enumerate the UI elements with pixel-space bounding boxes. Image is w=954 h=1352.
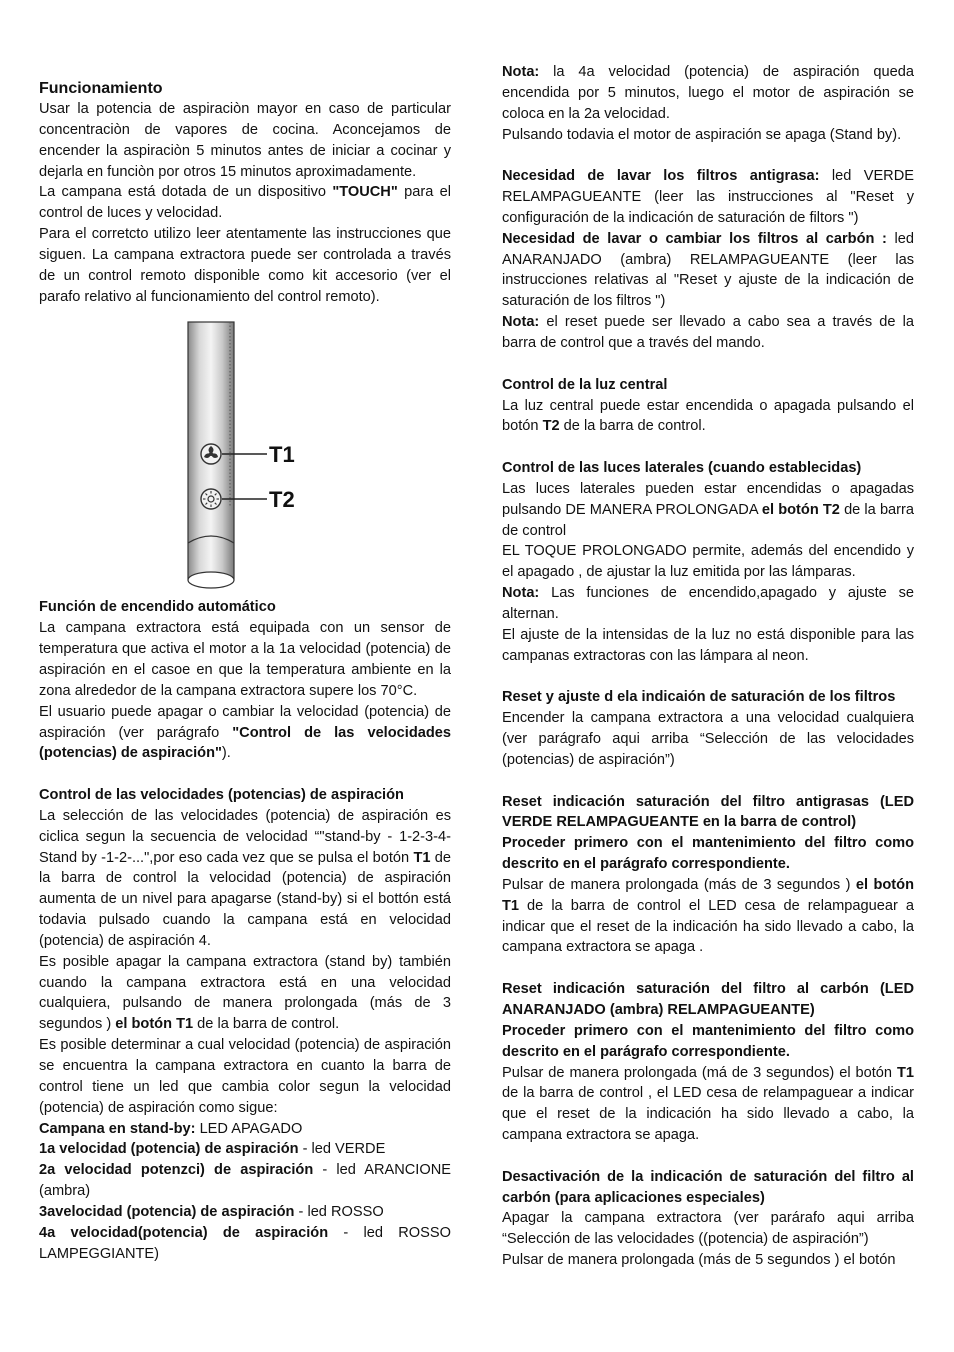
speeds-button-ref-2: el botón T1 xyxy=(115,1016,194,1033)
central-light-text-end: de la barra de control. xyxy=(559,418,706,435)
reset-carbon-heading: Reset indicación saturación del filtro al carbón (LED ANARANJADO (ambra) RELAMPAGUEANTE) xyxy=(502,981,914,1018)
lateral-lights-heading: Control de las luces laterales (cuando establecidas) xyxy=(502,460,862,477)
auto-paragraph-2 xyxy=(39,702,451,765)
lateral-lights-button-ref: el botón T2 xyxy=(761,501,840,518)
reset-grease-heading: Reset indicación saturación del filtro antigrasas (LED VERDE RELAMPAGUEANTE en la barra de control) xyxy=(502,793,914,831)
grease-filter-label: Necesidad de lavar los filtros antigrasa: xyxy=(502,168,820,185)
touch-text: La campana está dotada de un dispositivo xyxy=(39,184,333,201)
left-column xyxy=(39,78,451,1264)
reset-heading: Reset y ajuste d ela indicaión de saturación de los filtros xyxy=(502,689,896,706)
nota-label: Nota: xyxy=(502,585,540,602)
grease-filter-text: led VERDE RELAMPAGUEANTE (leer las instrucciones al "Reset y configuración de la indicación de saturación de filtors ") xyxy=(502,168,914,226)
speed-state-standby xyxy=(39,1119,451,1140)
speeds-text-2-end: de la barra de control. xyxy=(193,1016,340,1033)
reset-grease-button-ref: el botón T1 xyxy=(502,876,914,914)
control-bar-illustration xyxy=(39,307,451,597)
nota-label: Nota: xyxy=(502,314,540,331)
speed-state-1 xyxy=(39,1139,451,1160)
intro-paragraph: Usar la potencia de aspiraciòn mayor en caso de particular concentraciòn de vapores de cocina. Aconcejamos de encender la aspiraciòn 5 minutos antes de iniciar a cocinar y dejarla en funciòn por otros 15 minutos aproximadamente. xyxy=(39,101,451,180)
auto-text-end: ). xyxy=(221,745,231,762)
grease-filter-paragraph xyxy=(502,166,914,229)
speeds-text-2: Es posible apagar la campana extractora (stand by) también cuando la campana extractora está en una velocidad cualquiera, pulsando de manera prolongada (más de 3 segundos ) xyxy=(39,953,451,1033)
central-light-heading: Control de la luz central xyxy=(502,376,668,393)
touch-paragraph xyxy=(39,182,451,224)
touch-text-end: para el control de luces y velocidad. xyxy=(39,184,451,222)
speed-state-value: - led ROSSO LAMPEGGIANTE) xyxy=(39,1224,451,1262)
speeds-paragraph-2 xyxy=(39,952,451,1035)
nota-label: Nota: xyxy=(502,64,540,80)
auto-reference: "Control de las velocidades (potencias) de aspiración" xyxy=(39,724,451,762)
speeds-text-end: de la barra de control la velocidad (potencia) de aspiración aumenta de un nivel para apagarse (stand-by) si el bottón está todavia pulsado cuando la campana está en velocidad (potencia) de aspiración 4. xyxy=(39,849,451,949)
reset-grease-bold-paragraph: Proceder primero con el mantenimiento del filtro como descrito en el parágrafo correspondiente. xyxy=(502,835,914,873)
auto-text: El usuario puede apagar o cambiar la velocidad (potencia) de aspiración (ver parágrafo xyxy=(39,703,451,741)
carbon-filter-label: Necesidad de lavar o cambiar los filtros al carbón : xyxy=(502,230,887,247)
lateral-lights-text-end: de la barra de control xyxy=(502,501,915,539)
lateral-lights-paragraph-1 xyxy=(502,479,914,542)
carbon-filter-text: led ANARANJADO (ambra) RELAMPAGUEANTE (leer las instrucciones relativas al "Reset y ajuste de la indicación de saturación de los filtros ") xyxy=(502,230,915,310)
lateral-lights-nota xyxy=(502,583,914,625)
fan-icon xyxy=(201,444,221,464)
reset-carbon-paragraph xyxy=(502,1063,914,1146)
carbon-filter-paragraph xyxy=(502,229,914,312)
right-column xyxy=(502,62,914,1271)
central-light-text: La luz central puede estar encendida o apagada pulsando el botón xyxy=(502,397,914,435)
speed-state-2 xyxy=(39,1160,451,1202)
speed-state-value: - led VERDE xyxy=(298,1141,386,1158)
reset-grease-text-end: de la barra de control el LED cesa de relampaguear a indicar que el reset de la indicación ha sido llevado a cabo, la campana extractora se apaga . xyxy=(502,897,914,956)
lateral-lights-paragraph-3: El ajuste de la intensidas de la luz no está disponible para las campanas extractoras con las lámpara al neon. xyxy=(502,626,914,664)
reset-carbon-text: Pulsar de manera prolongada (má de 3 segundos) el botón xyxy=(502,1064,897,1081)
light-icon xyxy=(201,489,221,509)
nota-speed-4 xyxy=(502,62,914,125)
nota-text: la 4a velocidad (potencia) de aspiración queda encendida por 5 minutos, luego el motor de aspiración se coloca en la 2a velocidad. xyxy=(502,64,914,122)
nota-text: Las funciones de encendido,apagado y ajuste se alternan. xyxy=(502,585,914,622)
nota-speed-4-line2: Pulsando todavia el motor de aspiración se apaga (Stand by). xyxy=(502,126,902,143)
speed-state-value: - led ROSSO xyxy=(294,1203,384,1220)
nota-text: el reset puede ser llevado a cabo sea a través de la barra de control que a través del mando. xyxy=(502,314,914,351)
speeds-paragraph-3: Es posible determinar a cual velocidad (potencia) de aspiración se encuentra la campana extractora en cuanto la barra de control tiene un led que cambia color segun la velocidad (potencia) de aspiración como sigue: xyxy=(39,1037,451,1116)
auto-paragraph: La campana extractora está equipada con un sensor de temperatura que activa el motor a la 1a velocidad (potencia) de aspiración en el casoe en que la temperatura ambiente en la zona alrededor de la campana extractora supere los 70°C. xyxy=(39,620,451,699)
speeds-heading: Control de las velocidades (potencias) de aspiración xyxy=(39,787,404,804)
instructions-paragraph: Para el corretcto utilizo leer atentamente las instrucciones que siguen. La campana extractora puede ser controlada a través de un control remoto disponible como kit accesorio (ver el parafo relativo al funcionamiento del control remoto). xyxy=(39,226,451,305)
speed-state-label: 3avelocidad (potencia) de aspiración xyxy=(39,1203,295,1220)
auto-heading: Función de encendido automático xyxy=(39,599,276,616)
lateral-lights-paragraph-2: EL TOQUE PROLONGADO permite, además del encendido y el apagado , de ajustar la luz emitida por las lámparas. xyxy=(502,543,914,581)
central-light-paragraph xyxy=(502,396,914,438)
reset-grease-text: Pulsar de manera prolongada (más de 3 segundos ) xyxy=(502,876,856,893)
speeds-paragraph-1 xyxy=(39,806,451,952)
speed-state-label: 4a velocidad(potencia) de aspiración xyxy=(39,1224,329,1241)
speed-state-3 xyxy=(39,1202,451,1223)
touch-keyword: "TOUCH" xyxy=(332,184,398,201)
speed-state-label: 2a velocidad potenzci) de aspiración xyxy=(39,1162,314,1179)
section-title-funcionamiento: Funcionamiento xyxy=(39,80,163,97)
deactivate-heading: Desactivación de la indicación de saturación del filtro al carbón (para aplicaciones especiales) xyxy=(502,1168,914,1206)
speed-state-value: LED APAGADO xyxy=(195,1120,303,1137)
speeds-text: La selección de las velocidades (potencia) de aspiración es ciclica segun la secuencia de velocidad “"stand-by - 1-2-3-4- Stand by -1-2-...",por eso cada vez que se pulsa el botón xyxy=(39,807,451,866)
lateral-lights-text: Las luces laterales pueden estar encendidas o apagadas pulsando DE MANERA PROLONGADA xyxy=(502,480,914,518)
speed-state-value: - led ARANCIONE (ambra) xyxy=(39,1162,451,1200)
control-bar-diagram xyxy=(39,307,451,597)
reset-carbon-text-end: de la barra de control , el LED cesa de relampaguear a indicar que el reset de la indicación ha sido llevado a cabo, la campana extractora se apaga. xyxy=(502,1085,914,1144)
reset-carbon-button-ref: T1 xyxy=(896,1064,914,1081)
speed-state-label: Campana en stand-by: xyxy=(39,1120,196,1137)
speeds-button-ref: T1 xyxy=(413,849,431,866)
filters-nota xyxy=(502,312,914,354)
central-light-button-ref: T2 xyxy=(542,418,560,435)
deactivate-paragraph-1: Apagar la campana extractora (ver parárafo aqui arriba “Selección de las velocidades ((potencia) de aspiración”) xyxy=(502,1210,914,1248)
reset-carbon-bold-paragraph: Proceder primero con el mantenimiento del filtro como descrito en el parágrafo correspondiente. xyxy=(502,1022,914,1060)
reset-grease-paragraph xyxy=(502,875,914,958)
speed-state-label: 1a velocidad (potencia) de aspiración xyxy=(39,1141,299,1158)
t2-label: T2 xyxy=(269,487,295,513)
t1-label: T1 xyxy=(269,442,295,468)
deactivate-paragraph-2: Pulsar de manera prolongada (más de 5 segundos ) el botón xyxy=(502,1252,896,1269)
reset-paragraph: Encender la campana extractora a una velocidad cualquiera (ver parágrafo aqui arriba “Selección de las velocidades (potencias) de aspiración”) xyxy=(502,710,914,768)
speed-state-4 xyxy=(39,1223,451,1265)
